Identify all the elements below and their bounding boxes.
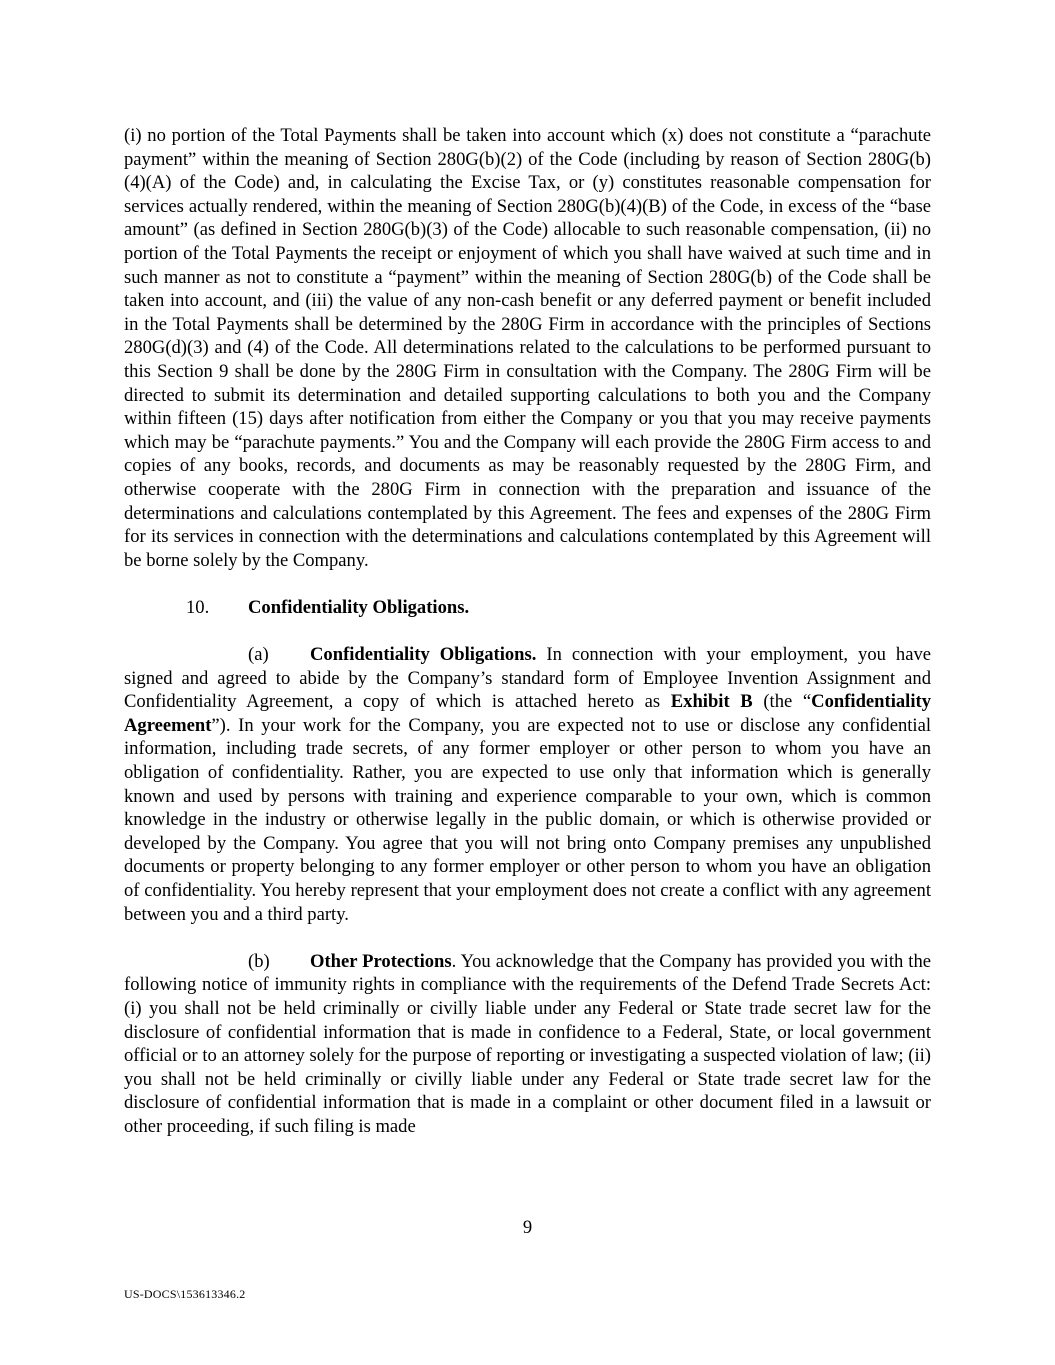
defined-term: Confidentiality Agreement <box>124 691 931 736</box>
subsection-a-paragraph <box>124 643 931 926</box>
paragraph-280g-determinations: (i) no portion of the Total Payments shall be taken into account which (x) does not constitute a “parachute payment” within the meaning of Section 280G(b)(2) of the Code (including by reason of Section 280G(b)(4)(A) of the Code) and, in calculating the Excise Tax, or (y) constitutes reasonable compensation for services actually rendered, within the meaning of Section 280G(b)(4)(B) of the Code, in excess of the “base amount” (as defined in Section 280G(b)(3) of the Code) allocable to such reasonable compensation, (ii) no portion of the Total Payments the receipt or enjoyment of which you shall have waived at such time and in such manner as not to constitute a “payment” within the meaning of Section 280G(b) of the Code shall be taken into account, and (iii) the value of any non-cash benefit or any deferred payment or benefit included in the Total Payments shall be determined by the 280G Firm in accordance with the principles of Sections 280G(d)(3) and (4) of the Code. All determinations related to the calculations to be performed pursuant to this Section 9 shall be done by the 280G Firm in consultation with the Company. The 280G Firm will be directed to submit its determination and detailed supporting calculations to both you and the Company within fifteen (15) days after notification from either the Company or you that you may receive payments which may be “parachute payments.” You and the Company will each provide the 280G Firm access to and copies of any books, records, and documents as may be reasonably requested by the 280G Firm, and otherwise cooperate with the 280G Firm in connection with the preparation and issuance of the determinations and calculations contemplated by this Agreement. The fees and expenses of the 280G Firm for its services in connection with the determinations and calculations contemplated by this Agreement will be borne solely by the Company. <box>124 125 931 571</box>
page-body <box>124 124 931 1139</box>
page-number: 9 <box>522 1217 533 1238</box>
subsection-a-text-1: In connection with your employment, you have signed and agreed to abide by the Company’s standard form of Employee Invention Assignment and Confidentiality Agreement, a copy of which is attached hereto as <box>124 644 931 713</box>
section-10-title: Confidentiality Obligations. <box>248 596 470 618</box>
subsection-b-label: (b) <box>248 950 270 972</box>
document-id: US-DOCS\153613346.2 <box>124 1287 246 1301</box>
exhibit-reference: Exhibit B <box>670 691 753 713</box>
subsection-b-text: . You acknowledge that the Company has provided you with the following notice of immunity rights in compliance with the requirements of the Defend Trade Secrets Act: (i) you shall not be held criminally or civilly liable under any Federal or State trade secret law for the disclosure of confidential information that is made in confidence to a Federal, State, or local government official or to an attorney solely for the purpose of reporting or investigating a suspected violation of law; (ii) you shall not be held criminally or civilly liable under any Federal or State trade secret law for the disclosure of confidential information that is made in a complaint or other document filed in a lawsuit or other proceeding, if such filing is made <box>124 950 931 1137</box>
section-10-heading <box>124 596 931 620</box>
subsection-b-paragraph <box>124 950 931 1139</box>
subsection-a-text-3: ”). In your work for the Company, you are expected not to use or disclose any confidential information, including trade secrets, of any former employer or other person to whom you have an obligation of confidentiality. Rather, you are expected to use only that information which is generally known and used by persons with training and experience comparable to your own, which is common knowledge in the industry or otherwise legally in the public domain, or which is otherwise provided or developed by the Company. You agree that you will not bring onto Company premises any unpublished documents or property belonging to any former employer or other person to whom you have an obligation of confidentiality. You hereby represent that your employment does not create a conflict with any agreement between you and a third party. <box>124 714 931 925</box>
section-10-number: 10. <box>186 596 210 618</box>
subsection-a-label: (a) <box>248 644 269 666</box>
subsection-b-title: Other Protections <box>310 950 452 972</box>
subsection-a-title: Confidentiality Obligations. <box>310 644 537 666</box>
subsection-a-text-2: (the “ <box>752 691 812 713</box>
